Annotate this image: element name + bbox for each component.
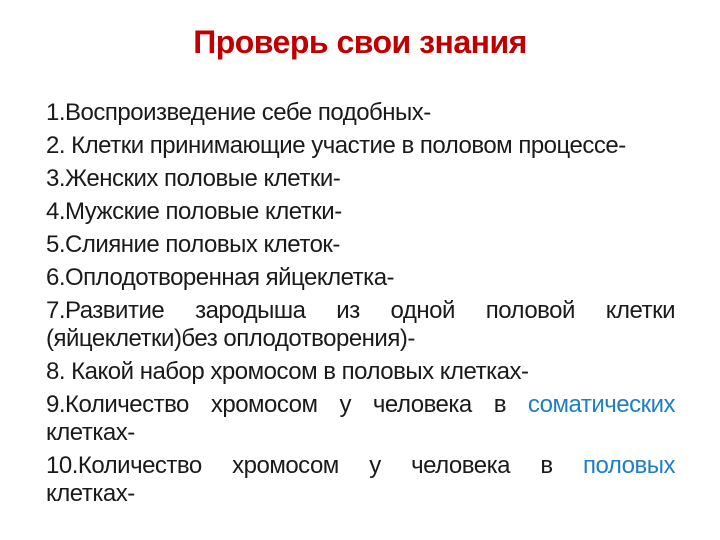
question-text-line <box>46 358 675 386</box>
question-text: клетках- <box>46 419 135 446</box>
question-item <box>46 391 675 447</box>
question-text: (яйцеклетки)без оплодотворения)- <box>46 325 415 352</box>
highlighted-term: соматических <box>527 391 675 418</box>
question-item <box>46 297 675 353</box>
question-text-line <box>46 452 675 480</box>
question-text: 6.Оплодотворенная яйцеклетка- <box>46 264 395 291</box>
question-word: 10.Количество <box>46 452 202 479</box>
question-text: 1.Воспроизведение себе подобных- <box>46 99 431 126</box>
question-word: одной <box>390 297 455 324</box>
question-text-line <box>46 231 675 259</box>
question-text: клетках- <box>46 480 135 507</box>
question-word: 9.Количество <box>46 391 189 418</box>
question-word: половой <box>485 297 575 324</box>
question-word: в <box>540 452 553 479</box>
question-word: человека <box>411 452 510 479</box>
question-item <box>46 99 675 127</box>
question-text-line <box>46 391 675 419</box>
question-text-line <box>46 297 675 325</box>
question-text: 2. Клетки принимающие участие в половом процессе- <box>46 132 626 159</box>
question-item <box>46 165 675 193</box>
question-word: клетки <box>605 297 675 324</box>
question-word: из <box>336 297 360 324</box>
question-word: хромосом <box>232 452 339 479</box>
question-item <box>46 198 675 226</box>
highlighted-term: половых <box>583 452 675 479</box>
question-text-line <box>46 419 675 447</box>
question-text-line <box>46 480 675 508</box>
question-text-line <box>46 264 675 292</box>
question-text-line <box>46 325 675 353</box>
question-text: 3.Женских половые клетки- <box>46 165 341 192</box>
question-word: у <box>369 452 381 479</box>
question-text: 8. Какой набор хромосом в половых клетках- <box>46 358 529 385</box>
question-list <box>46 99 675 513</box>
question-text-line <box>46 198 675 226</box>
question-item <box>46 452 675 508</box>
question-word: человека <box>372 391 472 418</box>
question-item <box>46 132 675 160</box>
question-word: в <box>493 391 506 418</box>
question-word: 7.Развитие <box>46 297 165 324</box>
question-text-line <box>46 165 675 193</box>
question-word: хромосом <box>210 391 318 418</box>
question-word: у <box>339 391 351 418</box>
question-word: зародыша <box>195 297 306 324</box>
question-item <box>46 264 675 292</box>
question-item <box>46 231 675 259</box>
question-text-line <box>46 99 675 127</box>
question-text: 5.Слияние половых клеток- <box>46 231 340 258</box>
question-text: 4.Мужские половые клетки- <box>46 198 342 225</box>
question-item <box>46 358 675 386</box>
slide-title: Проверь свои знания <box>193 24 527 60</box>
question-text-line <box>46 132 675 160</box>
